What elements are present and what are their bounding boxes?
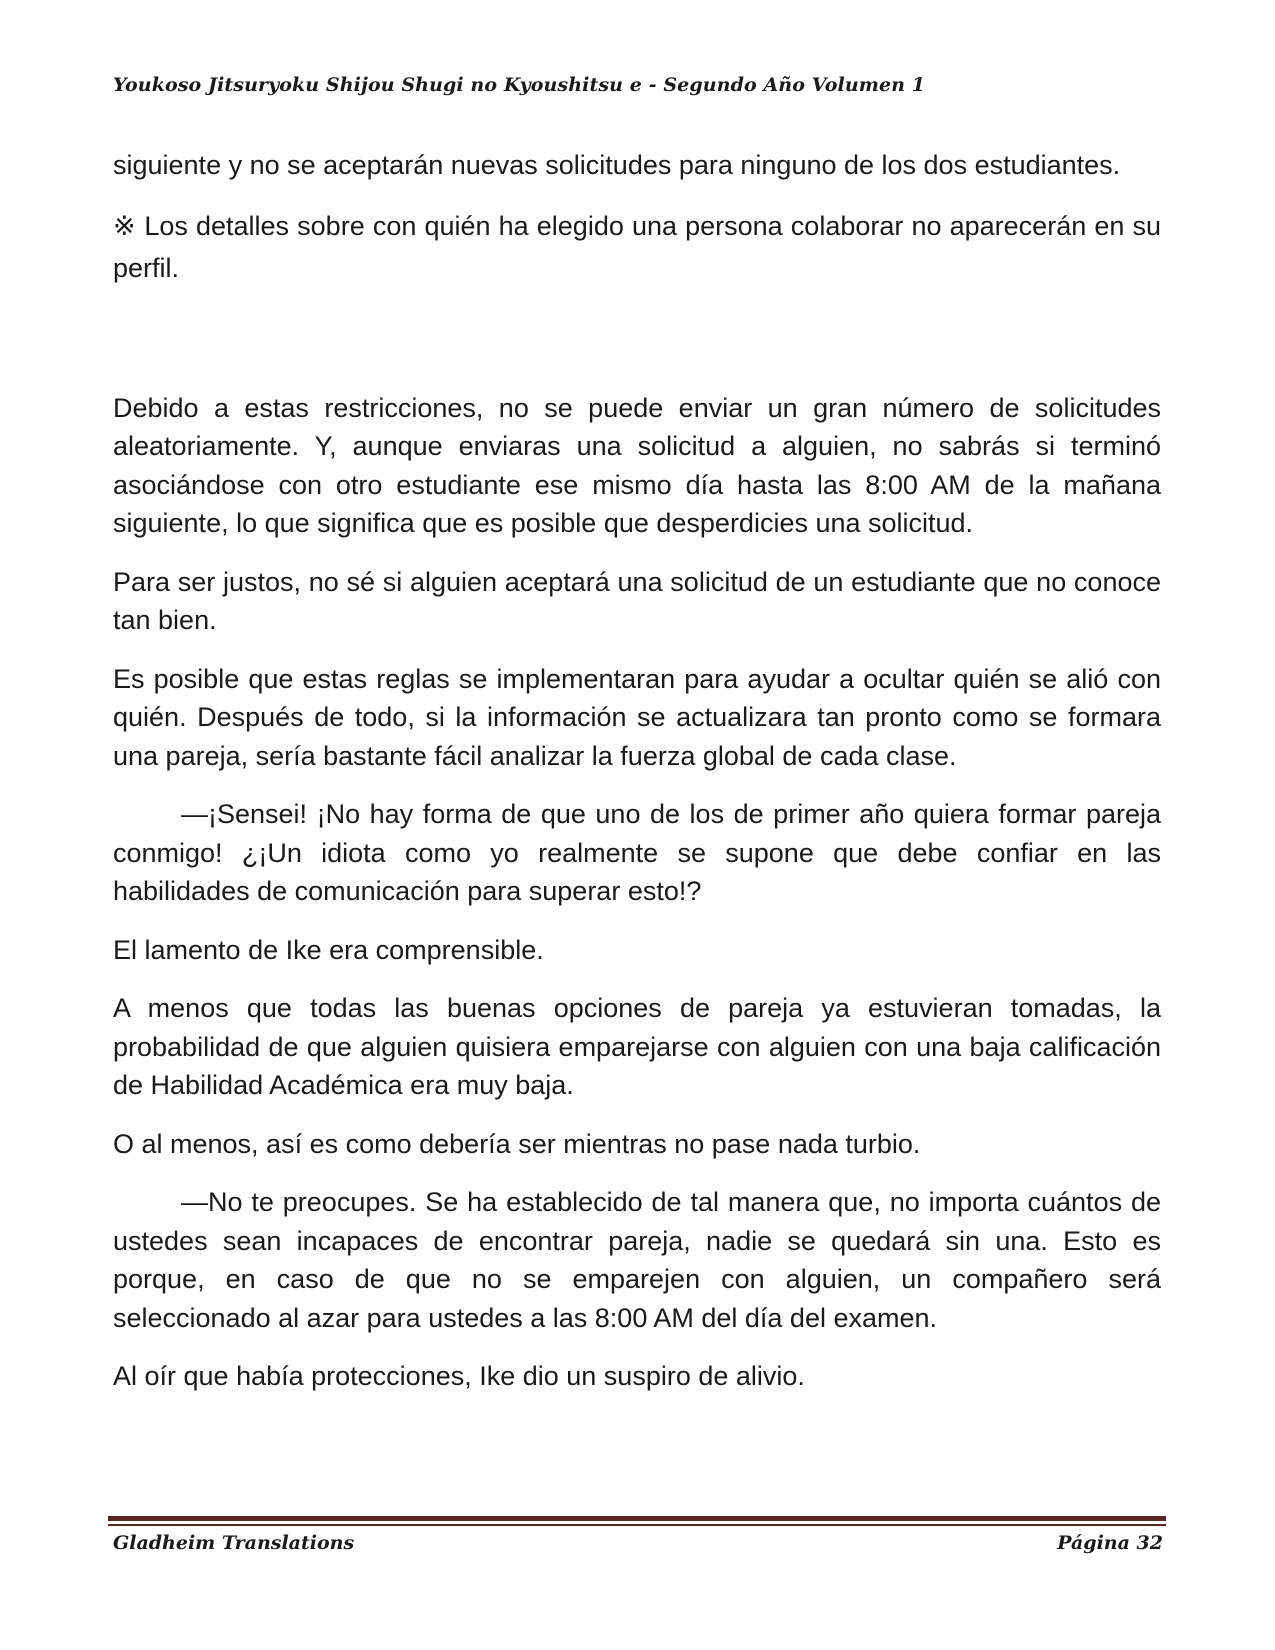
footer-rule-thin xyxy=(108,1524,1166,1526)
page-header-title: Youkoso Jitsuryoku Shijou Shugi no Kyoushitsu e - Segundo Año Volumen 1 xyxy=(113,74,926,96)
paragraph: O al menos, así es como debería ser mientras no pase nada turbio. xyxy=(113,1128,921,1159)
dialogue-paragraph: —No te preocupes. Se ha establecido de tal manera que, no importa cuántos de ustedes sean incapaces de encontrar pareja, nadie se quedará sin una. Esto es porque, en caso de que no se emparejen con alguien, un compañero será seleccionado al azar para ustedes a las 8:00 AM del día del examen. xyxy=(113,1187,1161,1333)
paragraph: A menos que todas las buenas opciones de pareja ya estuvieran tomadas, la probabilidad de que alguien quisiera emparejarse con alguien con una baja calificación de Habilidad Académica era muy baja. xyxy=(113,993,1161,1100)
section-spacer xyxy=(113,309,1161,389)
paragraph: Es posible que estas reglas se implementaran para ayudar a ocultar quién se alió con quién. Después de todo, si la información se actualizara tan pronto como se formara una pareja, sería bastante fácil analizar la fuerza global de cada clase. xyxy=(113,663,1161,771)
paragraph: Al oír que había protecciones, Ike dio un suspiro de alivio. xyxy=(113,1361,805,1391)
footer-page-number: Página 32 xyxy=(1057,1532,1163,1554)
paragraph: Para ser justos, no sé si alguien aceptará una solicitud de un estudiante que no conoce tan bien. xyxy=(113,566,1161,635)
note-paragraph: ※ Los detalles sobre con quién ha elegido una persona colaborar no aparecerán en su perfil. xyxy=(113,210,1161,283)
paragraph: Debido a estas restricciones, no se puede enviar un gran número de solicitudes aleatoriamente. Y, aunque enviaras una solicitud a alguien, no sabrás si terminó asociándose con otro estudiante ese mismo día hasta las 8:00 AM de la mañana siguiente, lo que significa que es posible que desperdicies una solicitud. xyxy=(113,392,1161,538)
paragraph: siguiente y no se aceptarán nuevas solicitudes para ninguno de los dos estudiantes. xyxy=(113,150,1121,180)
page-body xyxy=(113,146,1161,1416)
paragraph: El lamento de Ike era comprensible. xyxy=(113,934,544,965)
footer-rule-thick xyxy=(108,1516,1166,1521)
dialogue-paragraph: —¡Sensei! ¡No hay forma de que uno de los de primer año quiera formar pareja conmigo! ¿¡Un idiota como yo realmente se supone que debe confiar en las habilidades de comunicación para superar esto!? xyxy=(113,799,1161,906)
footer-credit: Gladheim Translations xyxy=(113,1532,355,1554)
